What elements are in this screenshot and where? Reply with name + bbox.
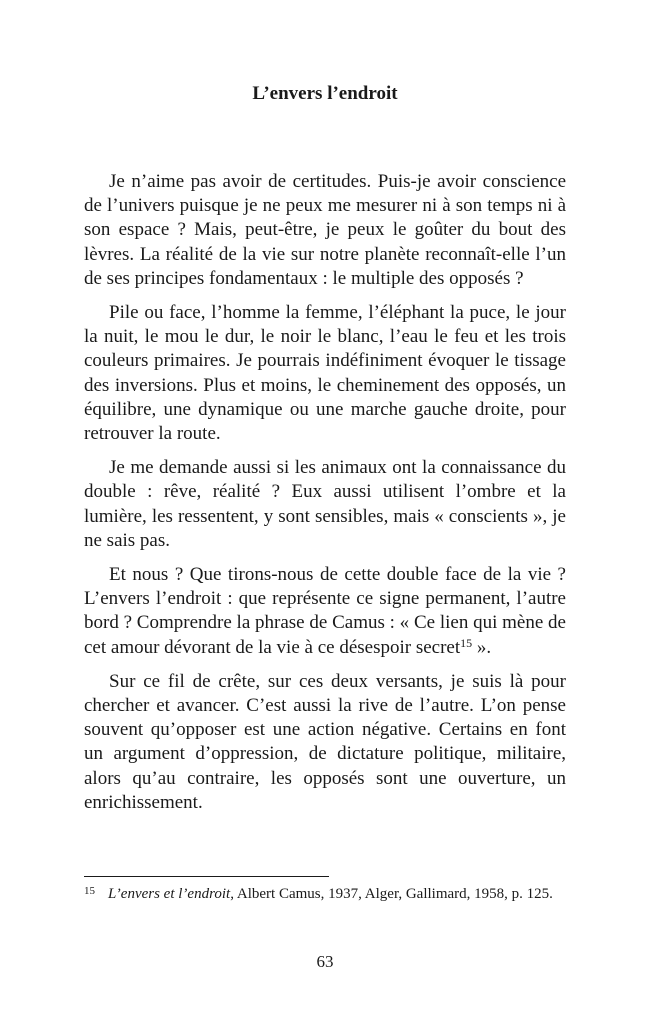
footnote-citation: , Albert Camus, 1937, Alger, Gallimard, 1958, p. 125. [230, 886, 553, 902]
paragraph: Je me demande aussi si les animaux ont la connaissance du double : rêve, réalité ? Eux aussi utilisent l’ombre et la lumière, les ressentent, y sont sensibles, mais « conscients », je ne sais pas. [84, 457, 566, 551]
paragraph-text: Et nous ? Que tirons-nous de cette double face de la vie ? L’envers l’endroit : que représente ce signe permanent, l’autre bord ? Comprendre la phrase de Camus : « Ce lien qui mène de cet amour dévorant de la vie à ce désespoir secret [84, 564, 566, 658]
paragraph [84, 563, 566, 660]
page-number: 63 [316, 952, 334, 971]
paragraph: Sur ce fil de crête, sur ces deux versants, je suis là pour chercher et avancer. C’est aussi la rive de l’autre. L’on pense souvent qu’opposer est une action négative. Certains en font un argument d’oppression, de dictature politique, militaire, alors qu’au contraire, les opposés sont une ouverture, un enrichissement. [84, 670, 566, 813]
footnote-number: 15 [84, 885, 95, 897]
body-text [84, 170, 566, 825]
footnote [84, 884, 566, 904]
footnote-separator [84, 876, 329, 877]
paragraph-text-end: ». [472, 636, 492, 658]
chapter-title: L’envers l’endroit [252, 83, 398, 104]
paragraph: Je n’aime pas avoir de certitudes. Puis-je avoir conscience de l’univers puisque je ne peux me mesurer ni à son temps ni à son espace ? Mais, peut-être, je peux le goûter du bout des lèvres. La réalité de la vie sur notre planète reconnaît-elle l’un de ses principes fondamentaux : le multiple des opposés ? [84, 171, 566, 289]
paragraph: Pile ou face, l’homme la femme, l’éléphant la puce, le jour la nuit, le mou le dur, le noir le blanc, l’eau le feu et les trois couleurs primaires. Je pourrais indéfiniment évoquer le tissage des inversions. Plus et moins, le cheminement des opposés, un équilibre, une dynamique ou une marche gauche droite, pour retrouver la route. [84, 302, 566, 445]
footnote-reference[interactable]: 15 [460, 635, 473, 650]
footnote-book-title: L’envers et l’endroit [108, 886, 231, 902]
book-page [84, 0, 566, 1036]
